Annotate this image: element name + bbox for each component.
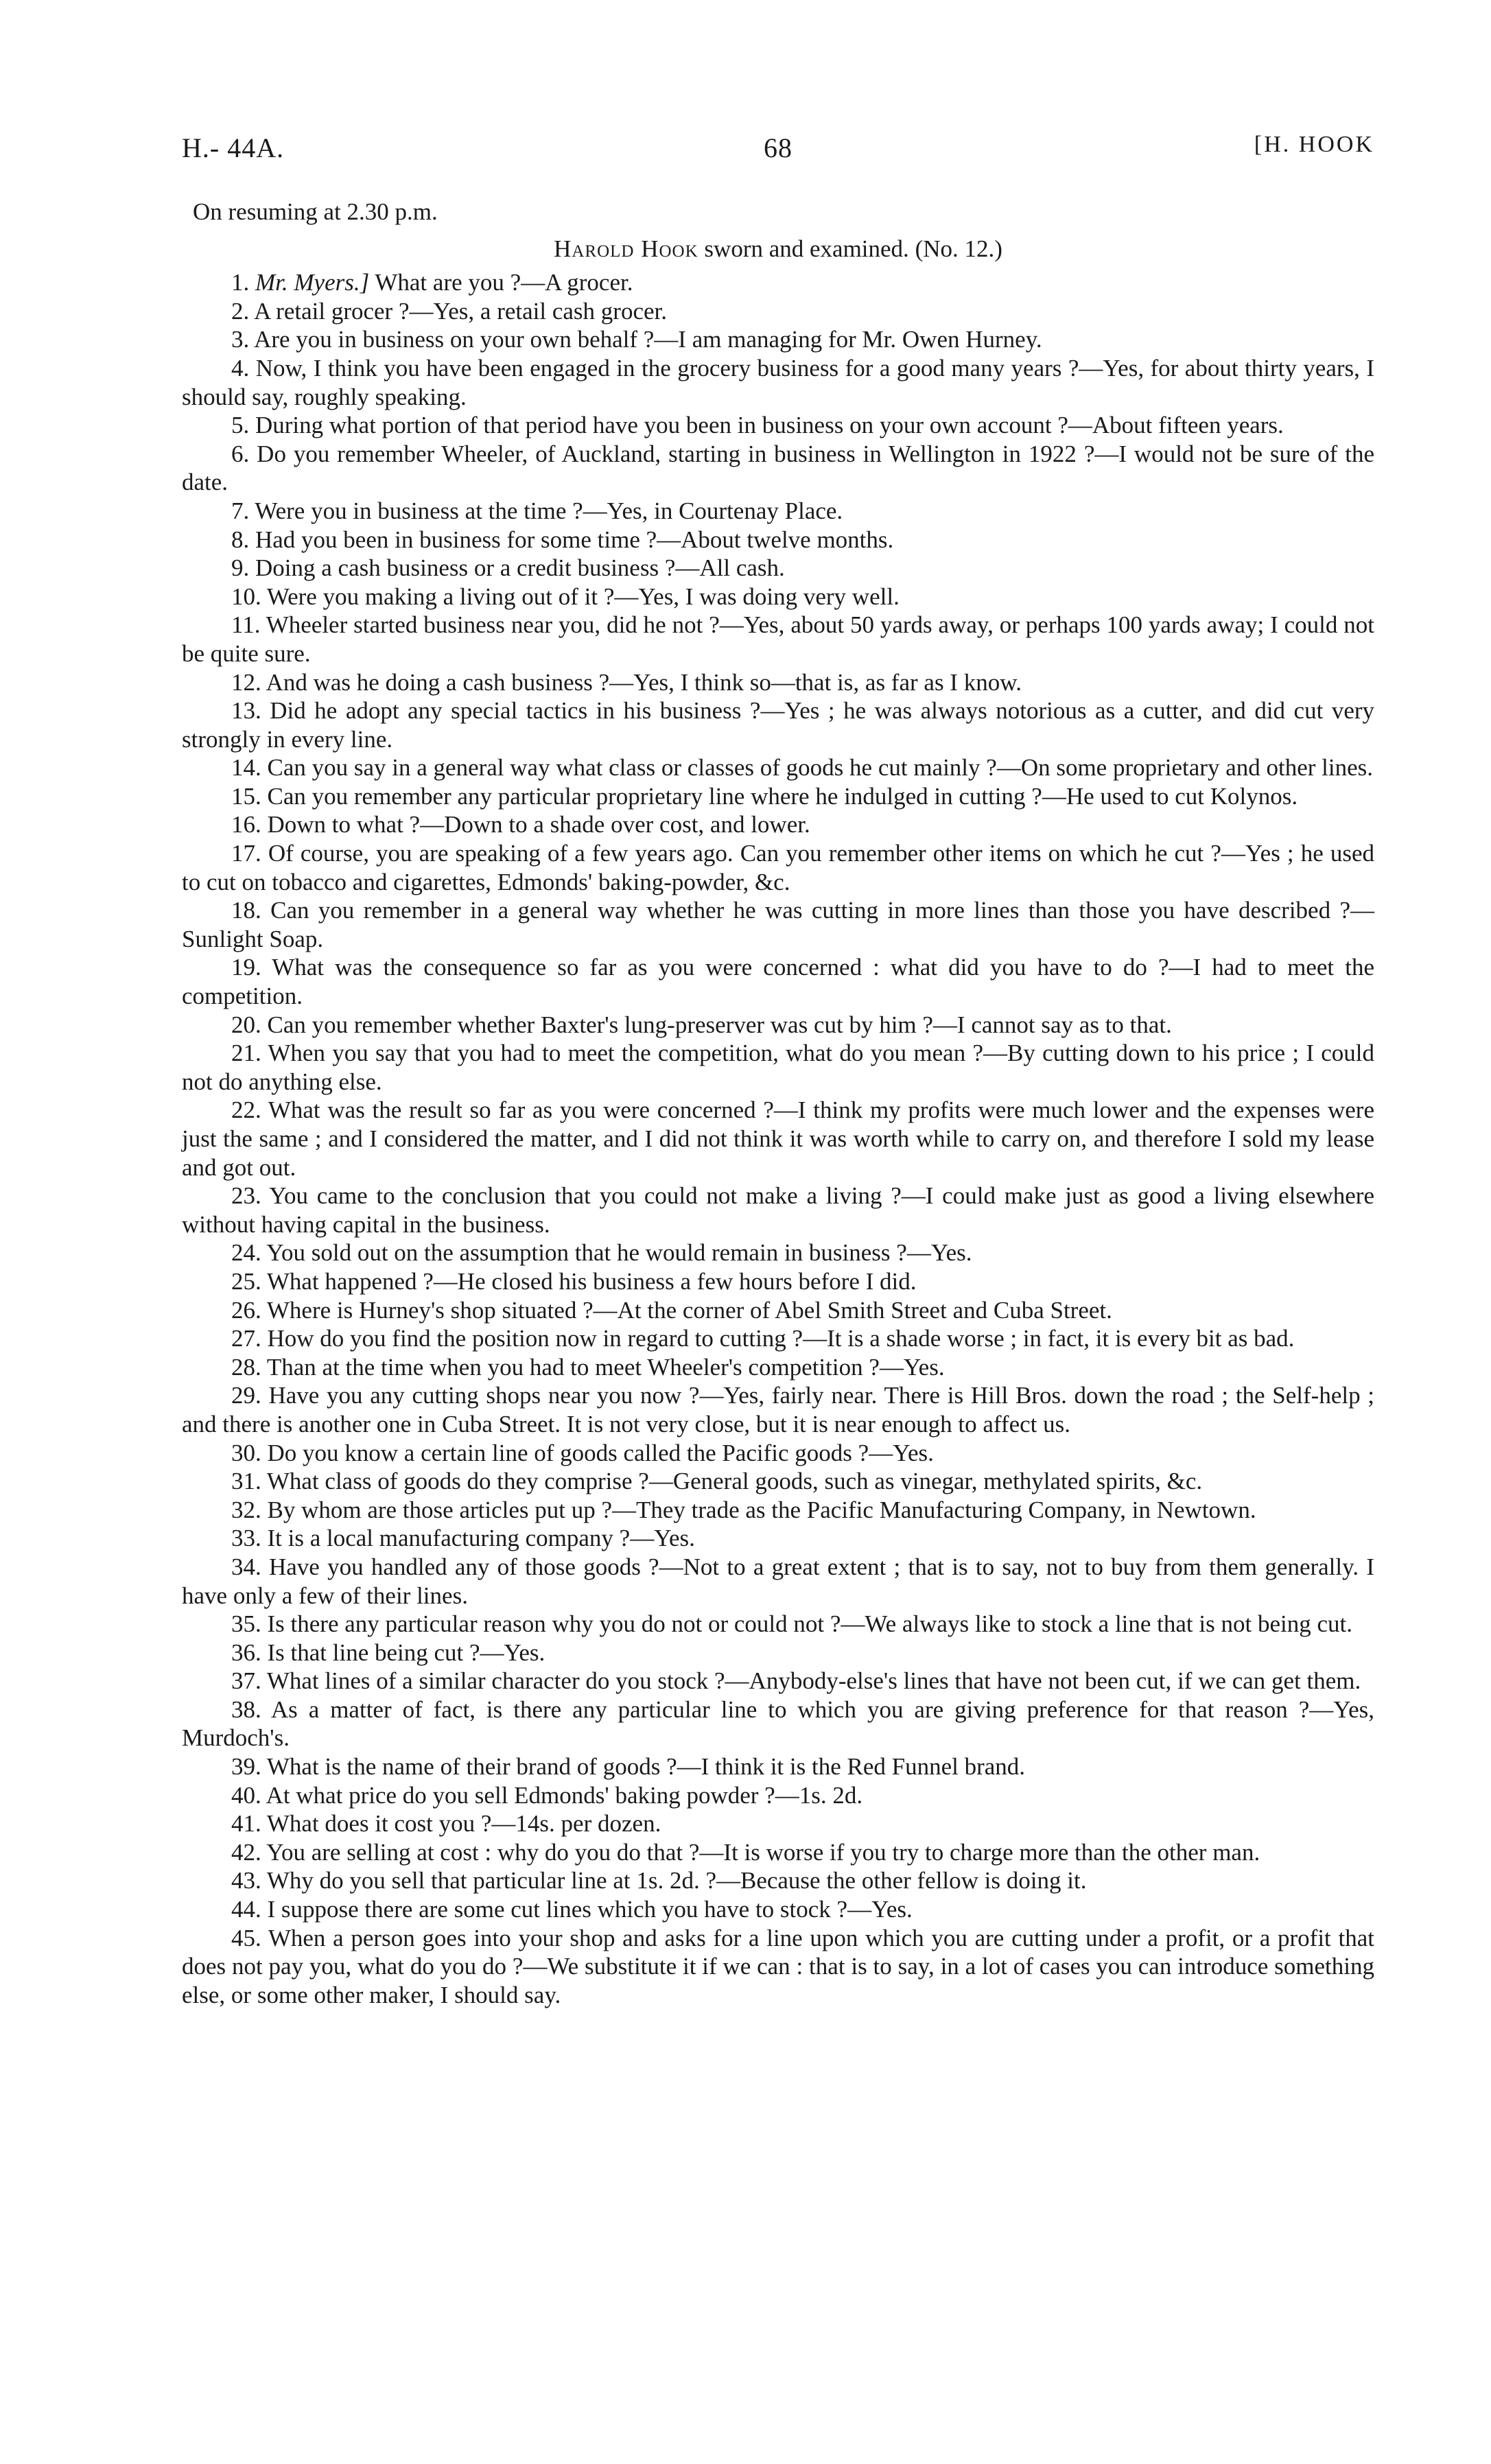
question-list (182, 297, 1374, 2010)
question-text: Can you say in a general way what class or classes of goods he cut mainly ?—On some proprietary and other lines. (267, 754, 1374, 782)
question-number: 27. (231, 1325, 261, 1352)
question-28 (182, 1353, 1374, 1382)
question-text: By whom are those articles put up ?—They trade as the Pacific Manufacturing Company, in Newtown. (267, 1496, 1256, 1523)
question-text: You are selling at cost : why do you do that ?—It is worse if you try to charge more than the other man. (266, 1838, 1260, 1866)
question-text: Is that line being cut ?—Yes. (267, 1639, 545, 1666)
page-header (182, 132, 1374, 173)
question-text: What was the consequence so far as you were concerned : what did you have to do ?—I had to meet the competition. (182, 954, 1374, 1010)
question-3 (182, 325, 1374, 354)
question-text: What class of goods do they comprise ?—General goods, such as vinegar, methylated spirits, &c. (266, 1468, 1203, 1495)
question-text: How do you find the position now in regard to cutting ?—It is a shade worse ; in fact, it is every bit as bad. (267, 1325, 1295, 1352)
question-text: Do you know a certain line of goods called the Pacific goods ?—Yes. (267, 1439, 934, 1466)
question-text: Than at the time when you had to meet Wheeler's competition ?—Yes. (266, 1353, 945, 1381)
question-26 (182, 1296, 1374, 1325)
question-text: I suppose there are some cut lines which you have to stock ?—Yes. (267, 1896, 913, 1923)
question-number: 13. (231, 697, 261, 725)
question-44 (182, 1895, 1374, 1924)
question-8 (182, 526, 1374, 554)
question-number: 23. (231, 1182, 261, 1210)
question-text: What does it cost you ?—14s. per dozen. (266, 1810, 661, 1838)
question-number: 9. (231, 554, 250, 582)
question-39 (182, 1752, 1374, 1781)
question-29 (182, 1381, 1374, 1438)
witness-heading (182, 235, 1374, 263)
question-number: 5. (231, 412, 250, 439)
question-text: What are you ?—A grocer. (375, 269, 633, 296)
question-number: 11. (231, 611, 261, 639)
question-number: 42. (231, 1838, 261, 1866)
question-text: Is there any particular reason why you do not or could not ?—We always like to stock a line that is not being cut. (267, 1610, 1352, 1638)
question-14 (182, 753, 1374, 782)
question-text: You came to the conclusion that you could not make a living ?—I could make just as good a living elsewhere without having capital in the business. (182, 1182, 1375, 1238)
question-text: You sold out on the assumption that he would remain in business ?—Yes. (266, 1239, 972, 1267)
question-34 (182, 1553, 1374, 1610)
question-text: Can you remember any particular proprietary line where he indulged in cutting ?—He used to cut Kolynos. (267, 782, 1298, 810)
question-number: 43. (231, 1867, 261, 1894)
question-number: 45. (231, 1924, 261, 1951)
question-number: 29. (231, 1382, 261, 1409)
question-30 (182, 1439, 1374, 1468)
question-text: Wheeler started business near you, did he not ?—Yes, about 50 yards away, or perhaps 100 yards away; I could not be quite sure. (182, 611, 1374, 667)
witness-number: (No. 12.) (915, 235, 1002, 262)
question-text: What is the name of their brand of goods ?—I think it is the Red Funnel brand. (266, 1753, 1026, 1781)
question-number: 6. (231, 440, 250, 467)
question-23 (182, 1182, 1374, 1239)
question-number: 26. (231, 1296, 261, 1324)
witness-sworn: sworn and examined. (704, 235, 909, 262)
question-number: 35. (231, 1610, 261, 1638)
question-number: 36. (231, 1639, 261, 1666)
question-number: 34. (231, 1553, 261, 1580)
question-number: 12. (231, 668, 261, 696)
question-text: Are you in business on your own behalf ?—I am managing for Mr. Owen Hurney. (254, 326, 1042, 353)
question-text: What lines of a similar character do you stock ?—Anybody-else's lines that have not been cut, if we can get them. (266, 1667, 1361, 1695)
question-41 (182, 1809, 1374, 1838)
question-text: It is a local manufacturing company ?—Yes. (267, 1525, 695, 1552)
question-text: Can you remember in a general way whether he was cutting in more lines than those you have described ?—Sunlight Soap. (182, 897, 1375, 952)
question-number: 17. (231, 840, 261, 867)
question-27 (182, 1324, 1374, 1353)
question-1 (182, 268, 1374, 297)
question-5 (182, 411, 1374, 440)
question-number: 31. (231, 1468, 261, 1495)
question-number: 40. (231, 1781, 261, 1809)
question-33 (182, 1524, 1374, 1553)
question-11 (182, 611, 1374, 668)
question-text: Do you remember Wheeler, of Auckland, starting in business in Wellington in 1922 ?—I would not be sure of the date. (182, 440, 1374, 496)
question-number: 24. (231, 1239, 261, 1267)
question-22 (182, 1096, 1374, 1182)
question-number: 25. (231, 1267, 261, 1295)
question-43 (182, 1866, 1374, 1895)
question-number: 44. (231, 1896, 261, 1923)
question-36 (182, 1639, 1374, 1667)
question-20 (182, 1011, 1374, 1040)
question-text: Were you making a living out of it ?—Yes, I was doing very well. (266, 583, 900, 610)
question-text: What happened ?—He closed his business a few hours before I did. (266, 1267, 917, 1295)
examiner-name: Mr. Myers.] (255, 269, 370, 296)
question-number: 1. (231, 269, 250, 296)
question-number: 8. (231, 526, 250, 553)
question-number: 15. (231, 782, 261, 810)
question-19 (182, 953, 1374, 1010)
question-13 (182, 696, 1374, 753)
question-number: 32. (231, 1496, 261, 1523)
resume-note: On resuming at 2.30 p.m. (193, 198, 438, 225)
question-6 (182, 440, 1374, 497)
question-text: Have you any cutting shops near you now ?—Yes, fairly near. There is Hill Bros. down the road ; the Self-help ; and there is another one in Cuba Street. It is not very close, but it is near enough to affect us. (182, 1382, 1375, 1438)
question-17 (182, 839, 1374, 896)
question-text: Did he adopt any special tactics in his business ?—Yes ; he was always notorious as a cutter, and did cut very strongly in every line. (182, 697, 1375, 753)
question-45 (182, 1924, 1374, 2010)
question-text: Doing a cash business or a credit business ?—All cash. (255, 554, 785, 582)
question-text: Of course, you are speaking of a few years ago. Can you remember other items on which he cut ?—Yes ; he used to cut on tobacco and cigarettes, Edmonds' baking-powder, &c. (182, 840, 1375, 895)
question-number: 30. (231, 1439, 261, 1466)
question-number: 2. (231, 297, 250, 325)
question-text: Down to what ?—Down to a shade over cost, and lower. (267, 811, 810, 838)
question-number: 37. (231, 1667, 261, 1695)
question-40 (182, 1781, 1374, 1810)
question-35 (182, 1610, 1374, 1639)
witness-running-head: [H. HOOK (1254, 132, 1374, 157)
question-text: When a person goes into your shop and asks for a line upon which you are cutting under a profit, or a profit that does not pay you, what do you do ?—We substitute it if we can : that is to say, in a lot of cases you can introduce something else, or some other maker, I should say. (182, 1924, 1374, 2008)
question-text: And was he doing a cash business ?—Yes, I think so—that is, as far as I know. (266, 668, 1022, 696)
question-number: 10. (231, 583, 261, 610)
question-number: 21. (231, 1040, 261, 1067)
question-number: 3. (231, 326, 250, 353)
transcript-body (182, 198, 1374, 2009)
question-number: 4. (231, 354, 250, 382)
question-text: When you say that you had to meet the competition, what do you mean ?—By cutting down to his price ; I could not do anything else. (182, 1040, 1374, 1095)
question-text: A retail grocer ?—Yes, a retail cash grocer. (254, 297, 667, 325)
question-number: 16. (231, 811, 261, 838)
question-number: 19. (231, 954, 261, 981)
question-text: Now, I think you have been engaged in the grocery business for a good many years ?—Yes, for about thirty years, I should say, roughly speaking. (182, 354, 1375, 410)
question-text: Were you in business at the time ?—Yes, in Courtenay Place. (255, 497, 843, 524)
question-number: 33. (231, 1525, 261, 1552)
question-text: As a matter of fact, is there any particular line to which you are giving preference for that reason ?—Yes, Murdoch's. (182, 1696, 1374, 1752)
witness-name: Harold Hook (554, 235, 698, 262)
question-18 (182, 896, 1374, 953)
question-25 (182, 1267, 1374, 1296)
question-16 (182, 810, 1374, 839)
question-42 (182, 1838, 1374, 1867)
question-32 (182, 1496, 1374, 1525)
question-number: 20. (231, 1011, 261, 1038)
question-text: At what price do you sell Edmonds' baking powder ?—1s. 2d. (266, 1781, 863, 1809)
question-number: 41. (231, 1810, 261, 1838)
question-text: Had you been in business for some time ?—About twelve months. (255, 526, 894, 553)
question-text: Can you remember whether Baxter's lung-preserver was cut by him ?—I cannot say as to that. (267, 1011, 1172, 1038)
question-21 (182, 1039, 1374, 1096)
question-24 (182, 1239, 1374, 1267)
question-text: Have you handled any of those goods ?—Not to a great extent ; that is to say, not to buy from them generally. I have only a few of their lines. (182, 1553, 1374, 1609)
question-text: Where is Hurney's shop situated ?—At the corner of Abel Smith Street and Cuba Street. (266, 1296, 1112, 1324)
report-code: H.- 44A. (182, 132, 285, 163)
question-text: During what portion of that period have you been in business on your own account ?—About fifteen years. (255, 412, 1284, 439)
question-2 (182, 297, 1374, 326)
question-number: 18. (231, 897, 261, 924)
question-number: 39. (231, 1753, 261, 1781)
question-37 (182, 1667, 1374, 1696)
question-38 (182, 1696, 1374, 1752)
question-12 (182, 668, 1374, 697)
question-15 (182, 782, 1374, 811)
question-10 (182, 583, 1374, 611)
question-9 (182, 554, 1374, 583)
question-text: Why do you sell that particular line at 1s. 2d. ?—Because the other fellow is doing it. (266, 1867, 1087, 1894)
question-number: 7. (231, 497, 250, 524)
question-7 (182, 497, 1374, 526)
page-number: 68 (764, 132, 793, 163)
question-number: 38. (231, 1696, 261, 1723)
question-31 (182, 1467, 1374, 1496)
question-number: 14. (231, 754, 261, 782)
question-4 (182, 354, 1374, 411)
question-text: What was the result so far as you were concerned ?—I think my profits were much lower and the expenses were just the same ; and I considered the matter, and I did not think it was worth while to carry on, and therefore I sold my lease and got out. (182, 1096, 1374, 1181)
question-number: 22. (231, 1096, 261, 1124)
question-number: 28. (231, 1353, 261, 1381)
